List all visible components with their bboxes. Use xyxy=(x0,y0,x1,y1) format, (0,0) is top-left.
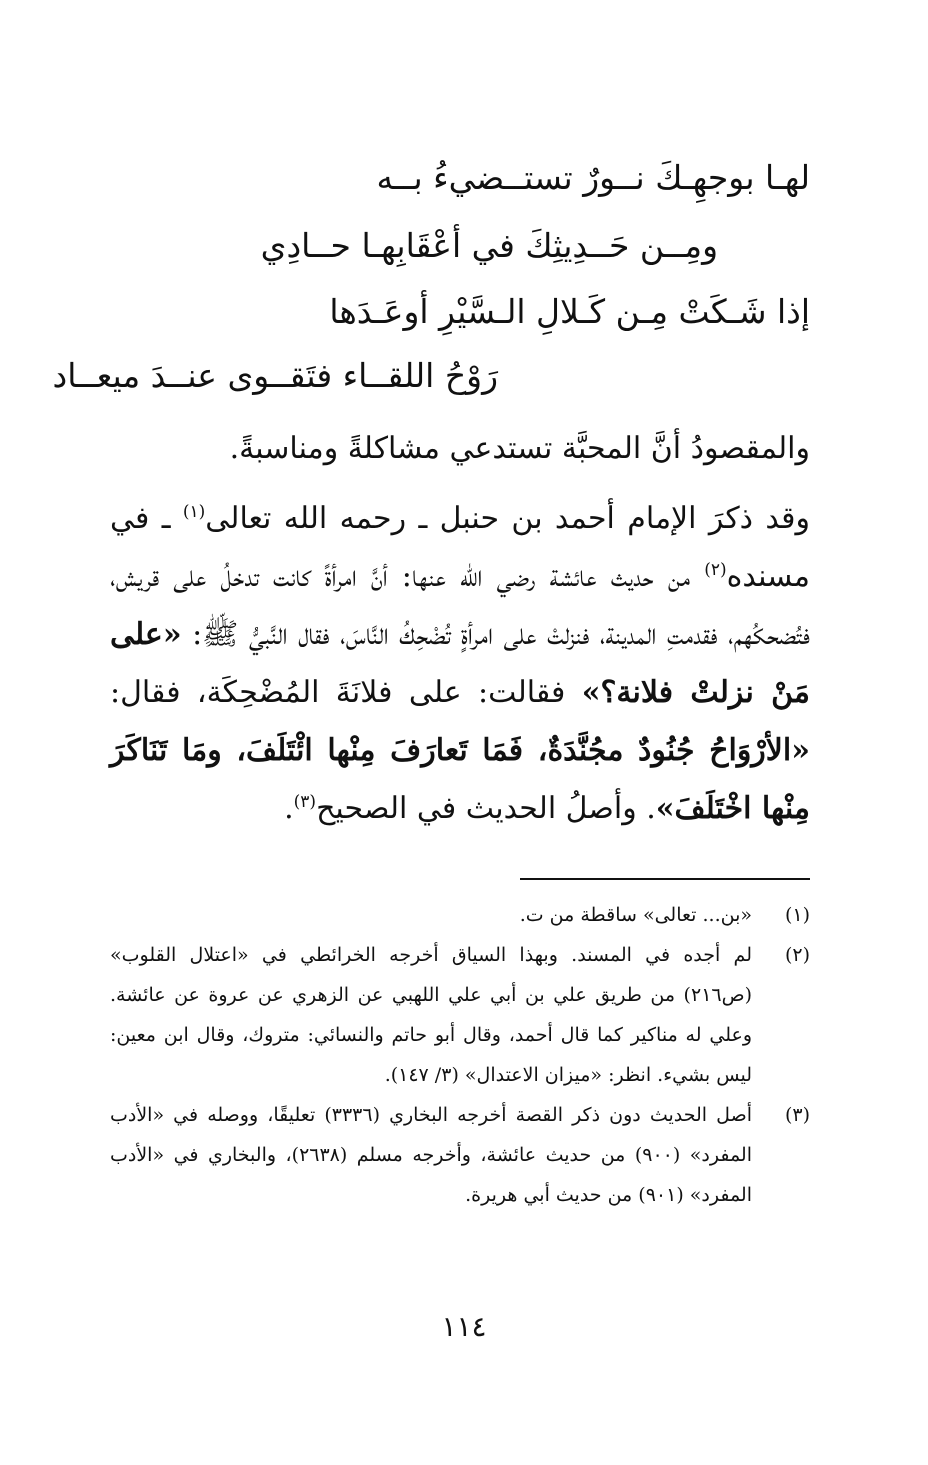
paragraph-text: فقالت: على فلانَةَ المُضْحِكَة، فقال: xyxy=(110,675,582,710)
paragraph-text: . وأصلُ الحديث في الصحيح xyxy=(316,791,656,826)
footnote-1 xyxy=(110,895,810,935)
footnotes-list xyxy=(110,895,810,1215)
footnote-text: «بن... تعالى» ساقطة من ت. xyxy=(519,904,752,926)
paragraph-text: وقد ذكرَ الإمام أحمد بن حنبل ـ رحمه الله تعالى xyxy=(205,501,810,536)
poem-line-1: لهـا بوجهِـكَ نــورٌ تستــضيءُ بــه xyxy=(376,158,810,197)
footnote-separator xyxy=(520,878,810,880)
footnote-ref-2[interactable]: (٢) xyxy=(704,560,727,580)
paragraph-text: من حديث عائشة رضي الله عنها: أنَّ امرأةً كانت تدخلُ على قريش، فتُضحكُهم، فقدمتِ المدينة، فنزلتْ على امرأةٍ تُضْحِكُ النَّاسَ، فقال النَّبيُّ ﷺ: xyxy=(110,559,810,652)
paragraph-conclusion: والمقصودُ أنَّ المحبَّة تستدعي مشاكلةً ومناسبةً. xyxy=(229,431,810,466)
footnote-number: (٣) xyxy=(784,1104,810,1126)
footnote-text: لم أجده في المسند. وبهذا السياق أخرجه الخرائطي في «اعتلال القلوب» (ص٢١٦) من طريق علي بن أبي علي اللهبي عن الزهري عن عروة عن عائشة. وعلي له مناكير كما قال أحمد، وقال أبو حاتم والنسائي: متروك، وقال ابن معين: ليس بشيء. انظر: «ميزان الاعتدال» (٣/ ١٤٧). xyxy=(110,944,752,1086)
hadith-text: «الأرْوَاحُ جُنُودٌ مجُنَّدَةٌ، فَمَا تَعارَفَ مِنْها ائْتَلَفَ، ومَا تَنَاكَرَ مِنْها اخْتَلَفَ» xyxy=(110,733,810,826)
paragraph-text: . xyxy=(284,791,294,826)
footnote-3 xyxy=(110,1095,810,1215)
footnote-text: أصل الحديث دون ذكر القصة أخرجه البخاري (٣٣٣٦) تعليقًا، ووصله في «الأدب المفرد» (٩٠٠) من حديث عائشة، وأخرجه مسلم (٢٦٣٨)، والبخاري في «الأدب المفرد» (٩٠١) من حديث أبي هريرة. xyxy=(110,1104,752,1206)
footnote-number: (٢) xyxy=(784,944,810,966)
hadith-question: «على مَنْ نزلتْ فلانة؟» xyxy=(110,617,810,710)
paragraph-text: ـ في مسنده xyxy=(110,501,810,594)
poem-line-2: ومِــن حَــدِيثِكَ في أعْقَابِهـا حــادِي xyxy=(260,226,718,265)
footnote-ref-1[interactable]: (١) xyxy=(182,502,206,522)
footnote-number: (١) xyxy=(784,904,810,926)
paragraph-hadith-narration xyxy=(110,490,810,838)
page-number: ١١٤ xyxy=(441,1310,487,1343)
footnote-ref-3[interactable]: (٣) xyxy=(293,792,317,812)
footnote-2 xyxy=(110,935,810,1095)
poem-line-4: رَوْحُ اللقــاء فتَقــوى عنــدَ ميعــاد xyxy=(52,356,498,395)
poem-line-3: إذا شَـكَتْ مِـن كَـلالِ الـسَّيْرِ أوعَـدَها xyxy=(329,292,810,331)
